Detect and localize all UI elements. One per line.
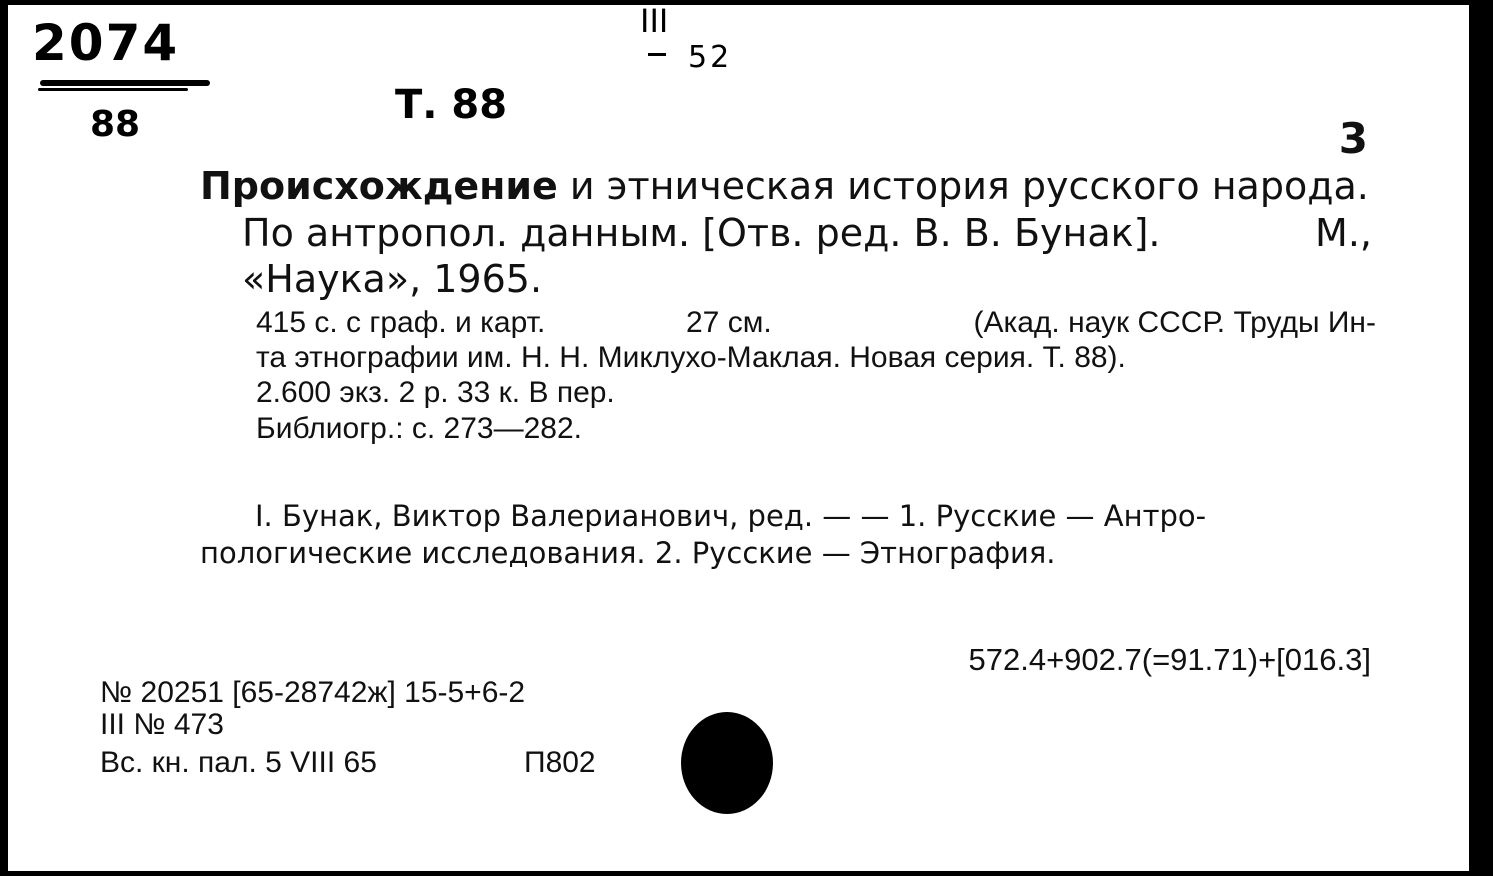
handwritten-top-mark: ІІІ <box>640 2 669 40</box>
handwritten-top-number: 52 <box>688 40 733 75</box>
collation-bibliography: Библиогр.: с. 273—282. <box>256 412 582 445</box>
publication-line-3 <box>100 746 596 780</box>
subjects-line-1: I. Бунак, Виктор Валерианович, ред. — — 1. Русские — Антро- <box>255 499 1207 533</box>
punch-hole <box>681 712 773 814</box>
card-edge-bottom <box>0 871 1493 876</box>
title-line-3: «Наука», 1965. <box>242 257 543 301</box>
handwritten-accession-number: 2074 <box>32 14 180 72</box>
publication-line-1: № 20251 [65-28742ж] 15-5+6-2 <box>100 676 526 709</box>
handwritten-underline <box>40 80 210 86</box>
publication-city: М., <box>1315 211 1372 255</box>
card-edge-top <box>0 0 1493 5</box>
title-line-2 <box>242 211 1372 256</box>
publication-chamber: Вс. кн. пал. 5 VIII 65 <box>100 746 377 779</box>
card-edge-left <box>0 0 8 876</box>
handwritten-underline-second <box>38 88 188 91</box>
title-line-1 <box>200 164 1375 209</box>
collation-series-continued: та этнографии им. Н. Н. Миклухо-Маклая. Новая серия. Т. 88). <box>256 341 1126 374</box>
title-rest: и этническая история русского народа. <box>557 164 1369 208</box>
title-responsibility: По антропол. данным. [Отв. ред. В. В. Бунак]. <box>242 211 1161 255</box>
collation-pages: 415 с. с граф. и карт. <box>256 306 546 339</box>
title-lead-word: Происхождение <box>200 164 558 208</box>
handwritten-volume-left: 88 <box>90 104 141 145</box>
collation-size: 27 см. <box>686 306 772 339</box>
publication-line-2: III № 473 <box>100 708 224 741</box>
handwritten-top-dash <box>648 53 666 56</box>
card-number: 3 <box>1338 114 1368 163</box>
publication-code: П802 <box>524 746 596 779</box>
collation-price: 2.600 экз. 2 р. 33 к. В пер. <box>256 376 615 409</box>
classification-code: 572.4+902.7(=91.71)+[016.3] <box>968 642 1371 677</box>
collation-series-start: (Акад. наук СССР. Труды Ин- <box>973 306 1376 339</box>
handwritten-volume-mark: Т. 88 <box>395 82 508 128</box>
card-edge-right <box>1469 0 1493 876</box>
subjects-line-2: пологические исследования. 2. Русские — Этнография. <box>200 536 1056 570</box>
